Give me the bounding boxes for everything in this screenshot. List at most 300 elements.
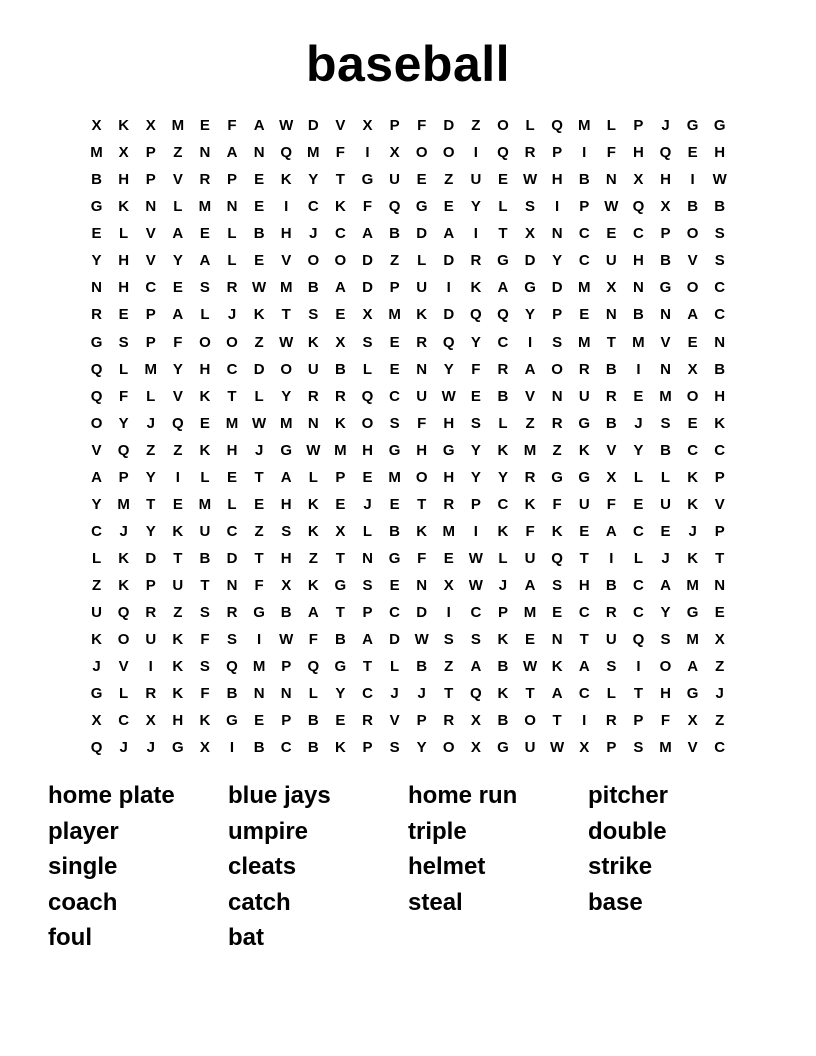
grid-letter: W — [441, 387, 456, 405]
grid-letter: A — [199, 252, 211, 270]
grid-letter: V — [145, 252, 156, 270]
grid-letter: P — [714, 522, 725, 540]
grid-letter: X — [91, 117, 102, 134]
grid-letter: Q — [497, 306, 509, 324]
grid-letter: L — [633, 468, 643, 486]
grid-letter: O — [686, 225, 699, 243]
grid-letter: S — [552, 333, 563, 351]
grid-letter: A — [334, 279, 346, 297]
grid-letter: K — [334, 198, 346, 216]
grid-letter: T — [254, 468, 264, 486]
grid-letter: B — [605, 360, 617, 378]
grid-letter: H — [443, 414, 455, 432]
grid-letter: E — [118, 306, 129, 324]
word-list-item: pitcher — [588, 782, 669, 809]
grid-letter: I — [446, 279, 451, 297]
grid-letter: U — [605, 252, 617, 270]
grid-letter: M — [198, 495, 212, 513]
grid-letter: N — [605, 306, 617, 324]
grid-letter: S — [470, 631, 481, 649]
grid-letter: Y — [172, 360, 183, 378]
word-list-item: base — [588, 888, 643, 916]
word-list-item: triple — [408, 817, 467, 845]
grid-letter: K — [687, 550, 699, 567]
grid-letter: F — [362, 198, 373, 216]
grid-letter: K — [416, 522, 428, 540]
grid-letter: B — [389, 225, 400, 243]
grid-letter: J — [715, 685, 724, 703]
grid-letter: R — [605, 712, 617, 730]
grid-letter: Y — [308, 171, 319, 189]
grid-letter: U — [605, 631, 617, 649]
grid-letter: Z — [552, 441, 562, 459]
grid-letter: H — [280, 495, 292, 513]
grid-letter: Q — [90, 387, 103, 405]
grid-letter: S — [714, 225, 725, 243]
grid-letter: B — [605, 414, 617, 432]
grid-letter: O — [280, 360, 293, 378]
grid-letter: J — [634, 414, 643, 432]
grid-letter: S — [227, 631, 238, 649]
grid-letter: O — [551, 360, 563, 378]
grid-letter: K — [307, 522, 319, 540]
grid-letter: B — [497, 658, 509, 676]
grid-letter: R — [524, 468, 536, 486]
grid-letter: Q — [361, 387, 374, 405]
grid-letter: A — [172, 225, 184, 243]
grid-letter: J — [254, 441, 264, 459]
grid-letter: X — [91, 712, 102, 730]
grid-letter: W — [522, 658, 538, 676]
grid-letter: H — [362, 441, 373, 459]
puzzle-title: baseball — [305, 36, 511, 92]
grid-letter: P — [579, 198, 590, 216]
grid-letter: O — [415, 468, 428, 486]
grid-letter: L — [119, 360, 129, 378]
grid-letter: V — [281, 252, 292, 270]
grid-letter: L — [389, 658, 400, 676]
grid-letter: Y — [145, 468, 156, 486]
grid-letter: Q — [90, 739, 103, 757]
grid-letter: S — [525, 198, 536, 216]
grid-letter: K — [118, 550, 130, 567]
grid-letter: T — [335, 171, 345, 189]
grid-letter: Z — [254, 333, 264, 351]
grid-letter: X — [335, 333, 346, 351]
grid-letter: B — [687, 198, 699, 216]
grid-letter: N — [145, 198, 157, 216]
grid-letter: J — [688, 522, 697, 540]
grid-letter: B — [280, 604, 292, 622]
grid-letter: G — [497, 739, 509, 757]
grid-letter: B — [253, 225, 265, 243]
grid-letter: S — [470, 414, 481, 432]
grid-letter: N — [280, 685, 292, 703]
grid-letter: V — [687, 739, 698, 757]
grid-letter: P — [552, 144, 563, 162]
grid-letter: S — [660, 631, 671, 649]
grid-letter: M — [225, 414, 239, 432]
grid-letter: V — [389, 712, 400, 730]
grid-letter: U — [307, 360, 319, 378]
grid-letter: R — [334, 387, 346, 405]
grid-letter: S — [633, 739, 644, 757]
grid-letter: F — [471, 360, 481, 378]
grid-letter: P — [227, 171, 238, 189]
grid-letter: F — [606, 144, 616, 162]
grid-letter: X — [660, 198, 671, 216]
grid-letter: K — [497, 441, 509, 459]
grid-letter: W — [604, 198, 619, 216]
grid-letter: J — [146, 414, 155, 432]
grid-letter: O — [442, 739, 455, 757]
grid-letter: T — [281, 306, 291, 324]
grid-letter: A — [497, 279, 509, 297]
grid-letter: F — [308, 631, 318, 649]
grid-letter: D — [362, 252, 373, 270]
grid-letter: X — [443, 577, 454, 595]
grid-letter: X — [606, 468, 617, 486]
grid-letter: I — [257, 631, 262, 649]
grid-letter: L — [91, 550, 102, 567]
grid-letter: Z — [308, 550, 318, 567]
grid-letter: M — [632, 333, 645, 351]
grid-letter: Q — [117, 441, 130, 459]
grid-letter: N — [226, 577, 238, 595]
grid-letter: E — [335, 306, 346, 324]
grid-letter: T — [715, 550, 725, 567]
grid-letter: M — [252, 658, 266, 676]
grid-letter: P — [145, 306, 156, 324]
word-list-item: foul — [48, 924, 92, 952]
grid-letter: N — [551, 225, 563, 243]
grid-letter: Q — [551, 117, 563, 134]
grid-letter: H — [660, 685, 671, 703]
grid-letter: J — [498, 577, 508, 595]
grid-letter: A — [470, 658, 482, 676]
grid-letter: Z — [173, 604, 183, 622]
grid-letter: K — [199, 387, 211, 405]
grid-letter: A — [362, 225, 373, 243]
grid-letter: N — [307, 414, 319, 432]
grid-letter: O — [307, 252, 320, 270]
grid-letter: E — [606, 225, 617, 243]
grid-letter: B — [416, 658, 428, 676]
grid-letter: E — [416, 171, 427, 189]
grid-letter: Y — [91, 495, 102, 513]
word-list-item: player — [48, 817, 119, 845]
grid-letter: L — [498, 198, 508, 216]
grid-letter: B — [660, 252, 671, 270]
grid-letter: Q — [632, 631, 645, 649]
grid-letter: P — [552, 306, 563, 324]
grid-letter: P — [389, 279, 400, 297]
grid-letter: G — [280, 441, 293, 459]
grid-letter: G — [524, 279, 536, 297]
grid-letter: A — [362, 631, 373, 649]
grid-letter: C — [389, 387, 400, 405]
grid-letter: S — [199, 658, 210, 676]
grid-letter: K — [172, 522, 184, 540]
grid-letter: R — [470, 252, 482, 270]
grid-letter: J — [309, 225, 318, 243]
grid-letter: K — [172, 685, 184, 703]
grid-letter: M — [279, 414, 293, 432]
word-list-item: catch — [228, 888, 291, 916]
grid-letter: G — [334, 577, 347, 595]
grid-letter: M — [686, 631, 699, 649]
word-list-item: home run — [408, 782, 518, 809]
grid-letter: Y — [470, 441, 481, 459]
grid-letter: H — [280, 225, 292, 243]
grid-letter: V — [525, 387, 536, 405]
grid-letter: L — [173, 198, 183, 216]
grid-letter: F — [173, 333, 183, 351]
grid-letter: Q — [90, 360, 103, 378]
grid-letter: G — [90, 333, 103, 351]
grid-letter: U — [145, 631, 157, 649]
grid-letter: P — [416, 712, 427, 730]
grid-letter: J — [119, 739, 128, 757]
grid-letter: K — [497, 522, 509, 540]
grid-letter: B — [389, 522, 400, 540]
grid-letter: D — [524, 252, 536, 270]
grid-letter: T — [633, 685, 643, 703]
grid-letter: L — [606, 685, 616, 703]
grid-letter: H — [280, 550, 292, 567]
grid-letter: Y — [497, 468, 508, 486]
grid-letter: O — [524, 712, 536, 730]
grid-letter: U — [199, 522, 211, 540]
grid-letter: M — [577, 333, 591, 351]
grid-letter: L — [200, 306, 210, 324]
grid-letter: K — [91, 631, 102, 649]
grid-letter: Y — [145, 522, 156, 540]
grid-letter: F — [552, 495, 562, 513]
grid-letter: P — [633, 712, 644, 730]
grid-letter: X — [145, 117, 156, 134]
grid-letter: V — [91, 441, 102, 459]
grid-letter: P — [335, 468, 346, 486]
grid-letter: F — [417, 117, 427, 134]
grid-letter: E — [227, 468, 238, 486]
grid-letter: A — [524, 577, 536, 595]
grid-letter: E — [497, 171, 508, 189]
grid-letter: B — [307, 712, 319, 730]
grid-letter: A — [687, 306, 699, 324]
grid-letter: H — [172, 712, 184, 730]
grid-letter: D — [226, 550, 238, 567]
grid-letter: P — [145, 333, 156, 351]
grid-letter: T — [335, 550, 345, 567]
grid-letter: R — [605, 387, 617, 405]
grid-letter: U — [470, 171, 482, 189]
grid-letter: M — [577, 279, 591, 297]
grid-letter: E — [335, 495, 346, 513]
grid-letter: K — [416, 306, 428, 324]
grid-letter: U — [91, 604, 102, 622]
grid-letter: B — [605, 577, 617, 595]
grid-letter: M — [659, 739, 672, 757]
grid-letter: H — [199, 360, 211, 378]
grid-letter: N — [416, 360, 428, 378]
grid-letter: C — [497, 495, 509, 513]
grid-letter: C — [307, 198, 319, 216]
grid-letter: C — [578, 604, 590, 622]
grid-letter: B — [199, 550, 211, 567]
grid-letter: Y — [91, 252, 102, 270]
grid-letter: N — [253, 685, 265, 703]
grid-letter: X — [470, 712, 481, 730]
grid-letter: Y — [470, 198, 481, 216]
grid-letter: G — [686, 604, 699, 622]
grid-letter: J — [661, 117, 670, 134]
grid-letter: N — [551, 631, 563, 649]
grid-letter: W — [712, 171, 727, 189]
grid-letter: C — [714, 306, 726, 324]
grid-letter: V — [118, 658, 129, 676]
grid-letter: M — [90, 144, 103, 162]
grid-letter: L — [227, 225, 237, 243]
grid-letter: R — [226, 279, 238, 297]
grid-letter: A — [660, 577, 671, 595]
grid-letter: Q — [307, 658, 320, 676]
grid-letter: I — [473, 225, 478, 243]
grid-letter: G — [90, 198, 103, 216]
grid-letter: R — [362, 712, 373, 730]
grid-letter: Q — [659, 144, 672, 162]
grid-letter: R — [524, 144, 536, 162]
grid-letter: U — [524, 739, 536, 757]
grid-letter: Z — [146, 441, 156, 459]
grid-letter: Q — [280, 144, 293, 162]
grid-letter: G — [442, 441, 455, 459]
grid-letter: V — [172, 387, 183, 405]
grid-letter: C — [226, 360, 238, 378]
grid-letter: M — [523, 441, 537, 459]
grid-letter: M — [577, 117, 591, 134]
grid-letter: W — [279, 631, 294, 649]
grid-letter: O — [117, 631, 130, 649]
grid-letter: X — [714, 631, 725, 649]
grid-letter: B — [91, 171, 102, 189]
grid-letter: Y — [281, 387, 292, 405]
grid-letter: U — [416, 279, 428, 297]
grid-letter: E — [443, 198, 454, 216]
grid-letter: E — [687, 144, 698, 162]
grid-letter: T — [498, 225, 508, 243]
grid-letter: T — [362, 658, 373, 676]
grid-letter: B — [334, 360, 346, 378]
grid-letter: C — [578, 225, 590, 243]
grid-letter: R — [578, 360, 590, 378]
grid-letter: F — [660, 712, 671, 730]
grid-letter: F — [417, 414, 427, 432]
grid-letter: H — [633, 252, 644, 270]
grid-letter: K — [199, 712, 211, 730]
grid-letter: D — [443, 252, 455, 270]
word-list-item: coach — [48, 888, 118, 916]
grid-letter: Y — [470, 468, 481, 486]
grid-letter: K — [497, 631, 509, 649]
grid-letter: G — [388, 441, 401, 459]
grid-letter: R — [443, 495, 455, 513]
grid-letter: G — [578, 414, 591, 432]
grid-letter: E — [552, 604, 563, 622]
grid-letter: C — [633, 522, 644, 540]
grid-letter: C — [687, 441, 699, 459]
grid-letter: T — [335, 604, 345, 622]
grid-letter: Q — [497, 144, 509, 162]
grid-letter: C — [145, 279, 157, 297]
grid-letter: W — [550, 739, 565, 757]
grid-letter: G — [713, 117, 726, 134]
grid-letter: F — [335, 144, 345, 162]
grid-letter: C — [633, 225, 644, 243]
grid-letter: L — [119, 685, 129, 703]
grid-letter: M — [523, 604, 537, 622]
grid-letter: A — [253, 117, 265, 134]
grid-letter: R — [145, 685, 157, 703]
word-list-item: steal — [408, 888, 463, 916]
grid-letter: K — [334, 414, 346, 432]
grid-letter: X — [606, 279, 617, 297]
grid-letter: L — [308, 468, 318, 486]
grid-letter: V — [660, 333, 671, 351]
grid-letter: E — [687, 333, 698, 351]
grid-letter: P — [660, 225, 671, 243]
grid-letter: E — [714, 604, 725, 622]
grid-letter: A — [172, 306, 184, 324]
grid-letter: G — [334, 658, 347, 676]
grid-letter: B — [714, 198, 726, 216]
grid-letter: K — [280, 171, 292, 189]
word-list-item: strike — [588, 853, 653, 881]
grid-letter: I — [582, 712, 587, 730]
grid-letter: C — [633, 604, 644, 622]
grid-letter: H — [118, 279, 130, 297]
grid-letter: E — [254, 171, 265, 189]
grid-letter: X — [687, 360, 698, 378]
grid-letter: J — [227, 306, 237, 324]
grid-letter: S — [199, 604, 210, 622]
grid-letter: D — [443, 306, 455, 324]
grid-letter: Z — [715, 712, 725, 730]
grid-letter: B — [497, 387, 509, 405]
grid-letter: Z — [444, 171, 454, 189]
grid-letter: E — [470, 387, 481, 405]
grid-letter: D — [253, 360, 265, 378]
grid-letter: B — [578, 171, 590, 189]
grid-letter: N — [551, 387, 563, 405]
grid-letter: Y — [552, 252, 563, 270]
grid-letter: E — [172, 279, 183, 297]
grid-letter: Y — [118, 414, 129, 432]
grid-letter: S — [362, 577, 373, 595]
grid-letter: D — [307, 117, 319, 134]
grid-letter: U — [416, 387, 428, 405]
grid-letter: H — [660, 171, 671, 189]
grid-letter: S — [281, 522, 292, 540]
word-list-item: double — [588, 817, 667, 845]
grid-letter: K — [334, 739, 346, 757]
grid-letter: Z — [173, 144, 183, 162]
grid-letter: Z — [471, 117, 481, 134]
grid-letter: E — [389, 360, 400, 378]
grid-letter: F — [200, 685, 210, 703]
grid-letter: T — [200, 577, 210, 595]
grid-letter: N — [660, 360, 671, 378]
